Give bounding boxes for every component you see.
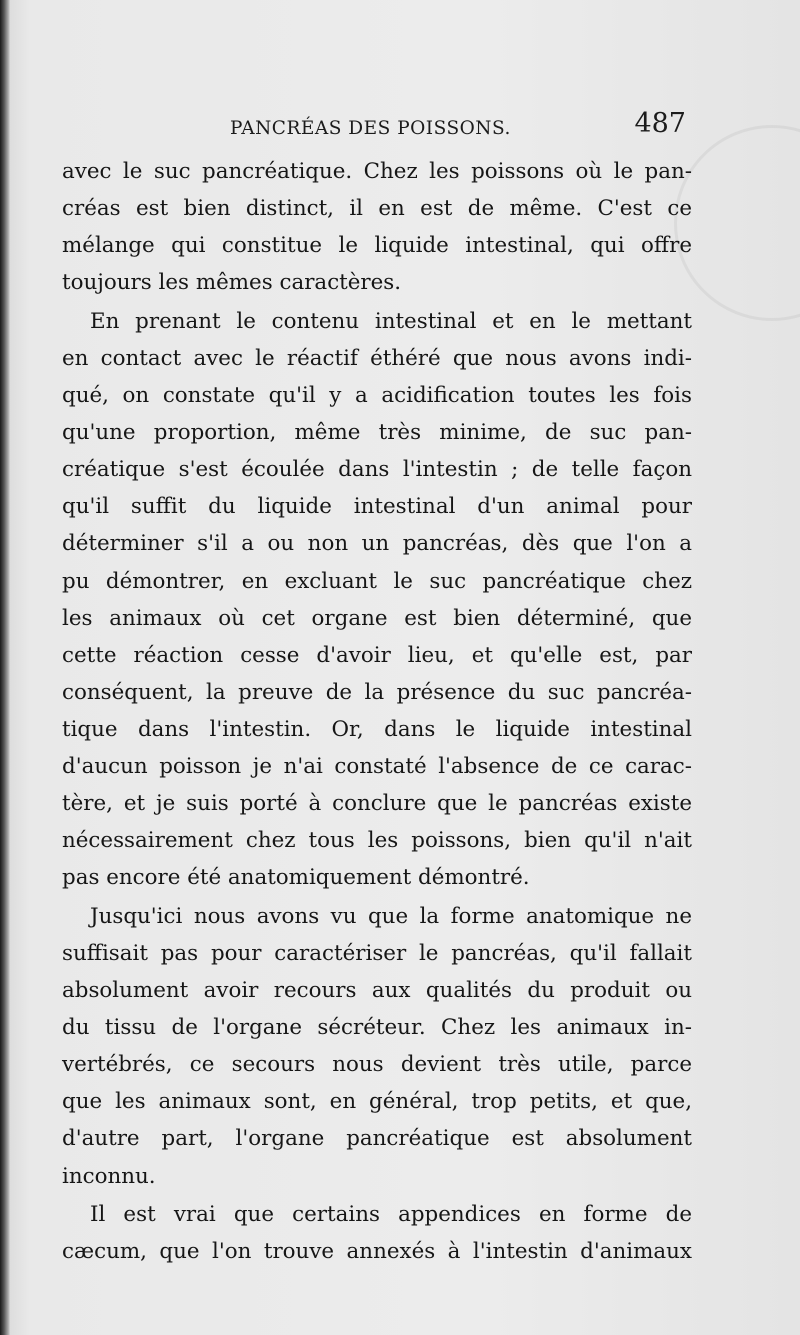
body-text: [62, 153, 692, 1270]
text-line: cæcum, que l'on trouve annexés à l'intestin d'animaux: [62, 1239, 692, 1265]
text-line: en contact avec le réactif éthéré que nous avons indi-: [62, 345, 692, 371]
text-line: pu démontrer, en excluant le suc pancréatique chez: [62, 568, 692, 594]
page-header: [62, 108, 690, 148]
text-line: pas encore été anatomiquement démontré.: [62, 865, 530, 891]
text-line: que les animaux sont, en général, trop petits, et que,: [62, 1089, 692, 1115]
text-line: avec le suc pancréatique. Chez les poissons où le pan-: [62, 159, 692, 184]
text-line: absolument avoir recours aux qualités du produit ou: [62, 978, 692, 1004]
text-line: tique dans l'intestin. Or, dans le liquide intestinal: [62, 716, 692, 742]
text-line: les animaux où cet organe est bien déterminé, que: [62, 605, 692, 631]
text-line: toujours les mêmes caractères.: [62, 270, 402, 296]
text-line: du tissu de l'organe sécréteur. Chez les animaux in-: [62, 1015, 692, 1041]
library-stamp: [674, 125, 800, 321]
text-line: déterminer s'il a ou non un pancréas, dès que l'on a: [62, 531, 692, 557]
text-line: En prenant le contenu intestinal et en le mettant: [90, 308, 692, 334]
text-line: Il est vrai que certains appendices en forme de: [90, 1202, 692, 1228]
text-line: vertébrés, ce secours nous devient très utile, parce: [62, 1052, 692, 1078]
text-line: créas est bien distinct, il en est de même. C'est ce: [62, 196, 692, 222]
text-line: qu'il suffit du liquide intestinal d'un animal pour: [62, 494, 692, 520]
text-line: créatique s'est écoulée dans l'intestin ; de telle façon: [62, 457, 692, 483]
running-title: PANCRÉAS DES POISSONS.: [230, 118, 511, 139]
text-line: suffisait pas pour caractériser le pancréas, qu'il fallait: [62, 940, 692, 966]
text-line: qué, on constate qu'il y a acidification toutes les fois: [62, 383, 692, 409]
text-line: tère, et je suis porté à conclure que le pancréas existe: [62, 791, 692, 817]
text-line: qu'une proportion, même très minime, de suc pan-: [62, 420, 692, 446]
text-line: d'autre part, l'organe pancréatique est absolument: [62, 1126, 692, 1152]
text-line: inconnu.: [62, 1163, 156, 1189]
text-line: nécessairement chez tous les poissons, bien qu'il n'ait: [62, 828, 692, 854]
text-line: cette réaction cesse d'avoir lieu, et qu'elle est, par: [62, 642, 692, 668]
page-number: 487: [634, 108, 686, 139]
text-line: Jusqu'ici nous avons vu que la forme anatomique ne: [90, 903, 692, 929]
binding-gutter: [0, 0, 10, 1335]
text-line: d'aucun poisson je n'ai constaté l'absence de ce carac-: [62, 754, 692, 779]
text-line: mélange qui constitue le liquide intestinal, qui offre: [62, 233, 692, 259]
text-line: conséquent, la preuve de la présence du suc pancréa-: [62, 679, 692, 705]
